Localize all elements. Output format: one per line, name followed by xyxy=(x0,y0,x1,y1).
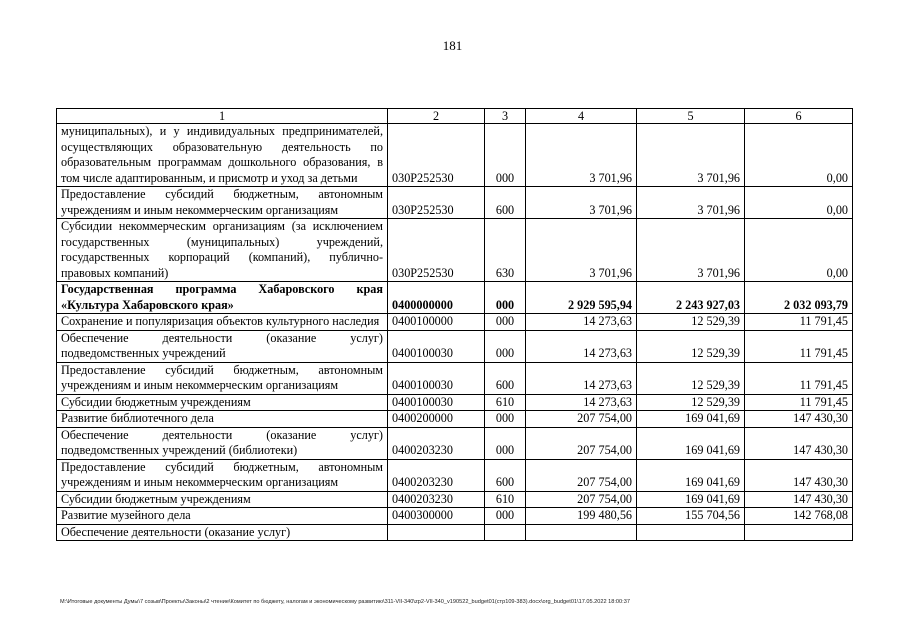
cell-y2: 3 701,96 xyxy=(637,219,745,282)
budget-table xyxy=(56,108,853,541)
cell-code: 0400203230 xyxy=(388,427,485,459)
column-header: 3 xyxy=(485,109,526,124)
cell-y1: 14 273,63 xyxy=(526,362,637,394)
table-row xyxy=(57,427,853,459)
column-header: 6 xyxy=(745,109,853,124)
cell-y2: 2 243 927,03 xyxy=(637,282,745,314)
cell-code: 0400300000 xyxy=(388,508,485,525)
cell-y3: 11 791,45 xyxy=(745,314,853,331)
column-header: 4 xyxy=(526,109,637,124)
cell-code: 0400203230 xyxy=(388,491,485,508)
cell-code: 0400100030 xyxy=(388,362,485,394)
cell-y1: 14 273,63 xyxy=(526,330,637,362)
cell-name: Предоставление субсидий бюджетным, автономным учреждениям и иным некоммерческим организациям xyxy=(57,459,388,491)
cell-name: Обеспечение деятельности (оказание услуг) подведомственных учреждений xyxy=(57,330,388,362)
cell-y2: 155 704,56 xyxy=(637,508,745,525)
cell-name: Субсидии некоммерческим организациям (за исключением государственных (муниципальных) учреждений, государственных корпораций (компаний), публично-правовых компаний) xyxy=(57,219,388,282)
cell-vr: 630 xyxy=(485,219,526,282)
column-header: 5 xyxy=(637,109,745,124)
file-path-footer: M:\Итоговые документы Думы\7 созыв\Проекты\Законы\2 чтение\Комитет по бюджету, налогам и экономическому развитию\311-VII-340\zp2-VII-340_v190522_budget01(стр109-383).docx\org_budget01\17.05.2022 18:00:37 xyxy=(60,599,630,605)
cell-y1: 207 754,00 xyxy=(526,411,637,428)
cell-name: Предоставление субсидий бюджетным, автономным учреждениям и иным некоммерческим организациям xyxy=(57,362,388,394)
cell-code: 0400000000 xyxy=(388,282,485,314)
cell-y1: 207 754,00 xyxy=(526,427,637,459)
cell-y3: 147 430,30 xyxy=(745,427,853,459)
cell-code: 030P252530 xyxy=(388,124,485,187)
cell-y2: 169 041,69 xyxy=(637,427,745,459)
cell-y1: 199 480,56 xyxy=(526,508,637,525)
cell-vr: 000 xyxy=(485,508,526,525)
cell-y3: 0,00 xyxy=(745,124,853,187)
cell-y1: 207 754,00 xyxy=(526,491,637,508)
cell-name: Государственная программа Хабаровского края «Культура Хабаровского края» xyxy=(57,282,388,314)
cell-y3: 147 430,30 xyxy=(745,411,853,428)
cell-y3: 147 430,30 xyxy=(745,459,853,491)
cell-y3: 11 791,45 xyxy=(745,330,853,362)
column-header: 1 xyxy=(57,109,388,124)
cell-code: 0400200000 xyxy=(388,411,485,428)
cell-y3: 147 430,30 xyxy=(745,491,853,508)
page-number: 181 xyxy=(442,38,463,53)
cell-y1: 3 701,96 xyxy=(526,219,637,282)
cell-y1: 207 754,00 xyxy=(526,459,637,491)
cell-y1: 3 701,96 xyxy=(526,187,637,219)
cell-y1 xyxy=(526,524,637,541)
column-header: 2 xyxy=(388,109,485,124)
cell-y3: 11 791,45 xyxy=(745,362,853,394)
cell-y2: 3 701,96 xyxy=(637,187,745,219)
cell-vr: 000 xyxy=(485,330,526,362)
cell-y2: 12 529,39 xyxy=(637,394,745,411)
cell-y1: 2 929 595,94 xyxy=(526,282,637,314)
table-row xyxy=(57,187,853,219)
cell-vr: 000 xyxy=(485,314,526,331)
cell-vr: 600 xyxy=(485,362,526,394)
table-row xyxy=(57,394,853,411)
table-row xyxy=(57,411,853,428)
table-row xyxy=(57,491,853,508)
cell-y3: 0,00 xyxy=(745,219,853,282)
cell-y1: 14 273,63 xyxy=(526,394,637,411)
cell-y2: 12 529,39 xyxy=(637,362,745,394)
table-row xyxy=(57,524,853,541)
cell-y2: 169 041,69 xyxy=(637,491,745,508)
cell-code xyxy=(388,524,485,541)
cell-y2: 169 041,69 xyxy=(637,459,745,491)
cell-vr: 610 xyxy=(485,394,526,411)
cell-y3 xyxy=(745,524,853,541)
cell-code: 0400100030 xyxy=(388,394,485,411)
cell-name: Субсидии бюджетным учреждениям xyxy=(57,394,388,411)
cell-vr: 600 xyxy=(485,187,526,219)
cell-vr: 000 xyxy=(485,124,526,187)
cell-vr xyxy=(485,524,526,541)
cell-name: Развитие музейного дела xyxy=(57,508,388,525)
cell-y2: 3 701,96 xyxy=(637,124,745,187)
cell-y2: 169 041,69 xyxy=(637,411,745,428)
cell-y3: 142 768,08 xyxy=(745,508,853,525)
cell-name: Развитие библиотечного дела xyxy=(57,411,388,428)
cell-name: Обеспечение деятельности (оказание услуг) xyxy=(57,524,388,541)
cell-vr: 610 xyxy=(485,491,526,508)
cell-y2: 12 529,39 xyxy=(637,314,745,331)
cell-name: Предоставление субсидий бюджетным, автономным учреждениям и иным некоммерческим организациям xyxy=(57,187,388,219)
cell-y3: 0,00 xyxy=(745,187,853,219)
cell-y1: 3 701,96 xyxy=(526,124,637,187)
cell-name: Субсидии бюджетным учреждениям xyxy=(57,491,388,508)
table-row xyxy=(57,219,853,282)
cell-y1: 14 273,63 xyxy=(526,314,637,331)
cell-name: Сохранение и популяризация объектов культурного наследия xyxy=(57,314,388,331)
cell-y2 xyxy=(637,524,745,541)
cell-code: 0400100000 xyxy=(388,314,485,331)
cell-vr: 600 xyxy=(485,459,526,491)
cell-vr: 000 xyxy=(485,282,526,314)
cell-code: 0400100030 xyxy=(388,330,485,362)
cell-name: Обеспечение деятельности (оказание услуг) подведомственных учреждений (библиотеки) xyxy=(57,427,388,459)
table-row xyxy=(57,330,853,362)
table-row xyxy=(57,459,853,491)
cell-code: 030P252530 xyxy=(388,219,485,282)
cell-y2: 12 529,39 xyxy=(637,330,745,362)
cell-vr: 000 xyxy=(485,411,526,428)
cell-code: 0400203230 xyxy=(388,459,485,491)
cell-name: муниципальных), и у индивидуальных предпринимателей, осуществляющих образовательную деятельность по образовательным программам дошкольного образования, в том числе адаптированным, и присмотр и уход за детьми xyxy=(57,124,388,187)
table-row xyxy=(57,314,853,331)
table-row xyxy=(57,282,853,314)
cell-y3: 11 791,45 xyxy=(745,394,853,411)
table-row xyxy=(57,124,853,187)
table-header-row xyxy=(57,109,853,124)
table-row xyxy=(57,362,853,394)
cell-code: 030P252530 xyxy=(388,187,485,219)
cell-y3: 2 032 093,79 xyxy=(745,282,853,314)
table-row xyxy=(57,508,853,525)
cell-vr: 000 xyxy=(485,427,526,459)
